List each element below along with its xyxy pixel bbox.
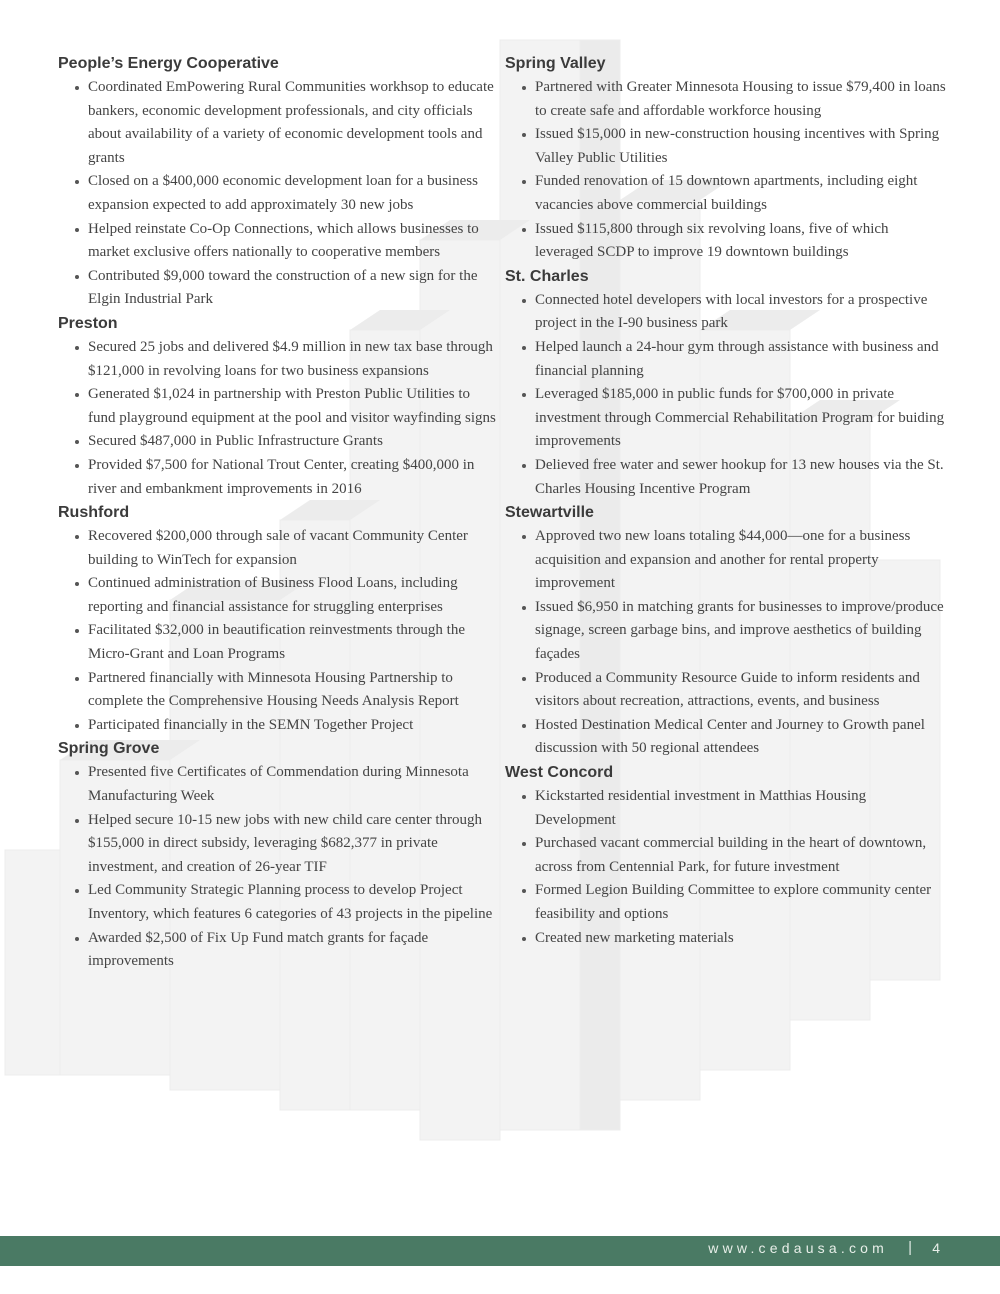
bullet-list	[58, 525, 498, 737]
section-stewartville	[505, 501, 950, 761]
list-item: Partnered financially with Minnesota Housing Partnership to complete the Comprehensive Housing Needs Analysis Report	[88, 667, 498, 714]
list-item: Connected hotel developers with local investors for a prospective project in the I-90 business park	[535, 289, 950, 336]
page-number: 4	[932, 1240, 940, 1256]
list-item: Provided $7,500 for National Trout Center, creating $400,000 in river and embankment improvements in 2016	[88, 454, 498, 501]
list-item: Continued administration of Business Flood Loans, including reporting and financial assistance for struggling enterprises	[88, 572, 498, 619]
section-title: St. Charles	[505, 267, 589, 285]
list-item: Issued $115,800 through six revolving loans, five of which leveraged SCDP to improve 19 downtown buildings	[535, 218, 950, 265]
bullet-list	[505, 525, 950, 761]
list-item: Awarded $2,500 of Fix Up Fund match grants for façade improvements	[88, 927, 498, 974]
list-item: Helped reinstate Co-Op Connections, which allows businesses to market exclusive offers nationally to cooperative members	[88, 218, 498, 265]
bullet-list	[58, 76, 498, 312]
list-item: Secured $487,000 in Public Infrastructure Grants	[88, 430, 498, 454]
section-title: Spring Valley	[505, 55, 606, 72]
footer-bar	[0, 1236, 1000, 1266]
list-item: Approved two new loans totaling $44,000—one for a business acquisition and expansion and another for rental property improvement	[535, 525, 950, 596]
list-item: Closed on a $400,000 economic development loan for a business expansion expected to add approximately 30 new jobs	[88, 170, 498, 217]
bullet-list	[505, 785, 950, 950]
list-item: Helped launch a 24-hour gym through assistance with business and financial planning	[535, 336, 950, 383]
list-item: Issued $6,950 in matching grants for businesses to improve/produce signage, screen garbage bins, and improve aesthetics of building façades	[535, 596, 950, 667]
list-item: Produced a Community Resource Guide to inform residents and visitors about recreation, attractions, events, and business	[535, 667, 950, 714]
footer-website-link[interactable]: www.cedausa.com	[708, 1240, 888, 1256]
list-item: Delieved free water and sewer hookup for 13 new houses via the St. Charles Housing Incentive Program	[535, 454, 950, 501]
section-peoples-energy-cooperative	[58, 52, 498, 312]
list-item: Presented five Certificates of Commendation during Minnesota Manufacturing Week	[88, 761, 498, 808]
left-column	[58, 52, 498, 974]
section-spring-grove	[58, 737, 498, 973]
bullet-list	[58, 336, 498, 501]
list-item: Participated financially in the SEMN Together Project	[88, 714, 498, 738]
section-title: Spring Grove	[58, 740, 160, 758]
list-item: Led Community Strategic Planning process to develop Project Inventory, which features 6 categories of 43 projects in the pipeline	[88, 879, 498, 926]
list-item: Secured 25 jobs and delivered $4.9 million in new tax base through $121,000 in revolving loans for two business expansions	[88, 336, 498, 383]
footer-separator: |	[908, 1239, 912, 1256]
right-column	[505, 52, 950, 950]
list-item: Generated $1,024 in partnership with Preston Public Utilities to fund playground equipment at the pool and visitor wayfinding signs	[88, 383, 498, 430]
bullet-list	[58, 761, 498, 973]
section-title: Rushford	[58, 504, 130, 522]
list-item: Issued $15,000 in new-construction housing incentives with Spring Valley Public Utilities	[535, 123, 950, 170]
section-title: Stewartville	[505, 504, 594, 522]
list-item: Hosted Destination Medical Center and Journey to Growth panel discussion with 50 regional attendees	[535, 714, 950, 761]
list-item: Contributed $9,000 toward the construction of a new sign for the Elgin Industrial Park	[88, 265, 498, 312]
list-item: Recovered $200,000 through sale of vacant Community Center building to WinTech for expansion	[88, 525, 498, 572]
section-title: West Concord	[505, 764, 614, 782]
bullet-list	[505, 289, 950, 501]
section-spring-valley	[505, 52, 950, 265]
list-item: Created new marketing materials	[535, 927, 950, 951]
section-title: People’s Energy Cooperative	[58, 55, 279, 72]
section-west-concord	[505, 761, 950, 950]
section-preston	[58, 312, 498, 501]
list-item: Formed Legion Building Committee to explore community center feasibility and options	[535, 879, 950, 926]
bullet-list	[505, 76, 950, 265]
section-rushford	[58, 501, 498, 737]
list-item: Funded renovation of 15 downtown apartments, including eight vacancies above commercial buildings	[535, 170, 950, 217]
list-item: Helped secure 10-15 new jobs with new child care center through $155,000 in direct subsidy, leveraging $682,377 in private investment, and creation of 26-year TIF	[88, 809, 498, 880]
list-item: Kickstarted residential investment in Matthias Housing Development	[535, 785, 950, 832]
section-title: Preston	[58, 314, 118, 332]
list-item: Partnered with Greater Minnesota Housing to issue $79,400 in loans to create safe and affordable workforce housing	[535, 76, 950, 123]
list-item: Facilitated $32,000 in beautification reinvestments through the Micro-Grant and Loan Programs	[88, 619, 498, 666]
list-item: Coordinated EmPowering Rural Communities workhsop to educate bankers, economic development professionals, and city officials about availability of a variety of economic development tools and grants	[88, 76, 498, 170]
section-st-charles	[505, 265, 950, 501]
list-item: Purchased vacant commercial building in the heart of downtown, across from Centennial Park, for future investment	[535, 832, 950, 879]
list-item: Leveraged $185,000 in public funds for $700,000 in private investment through Commercial Rehabilitation Program for buiding improvements	[535, 383, 950, 454]
